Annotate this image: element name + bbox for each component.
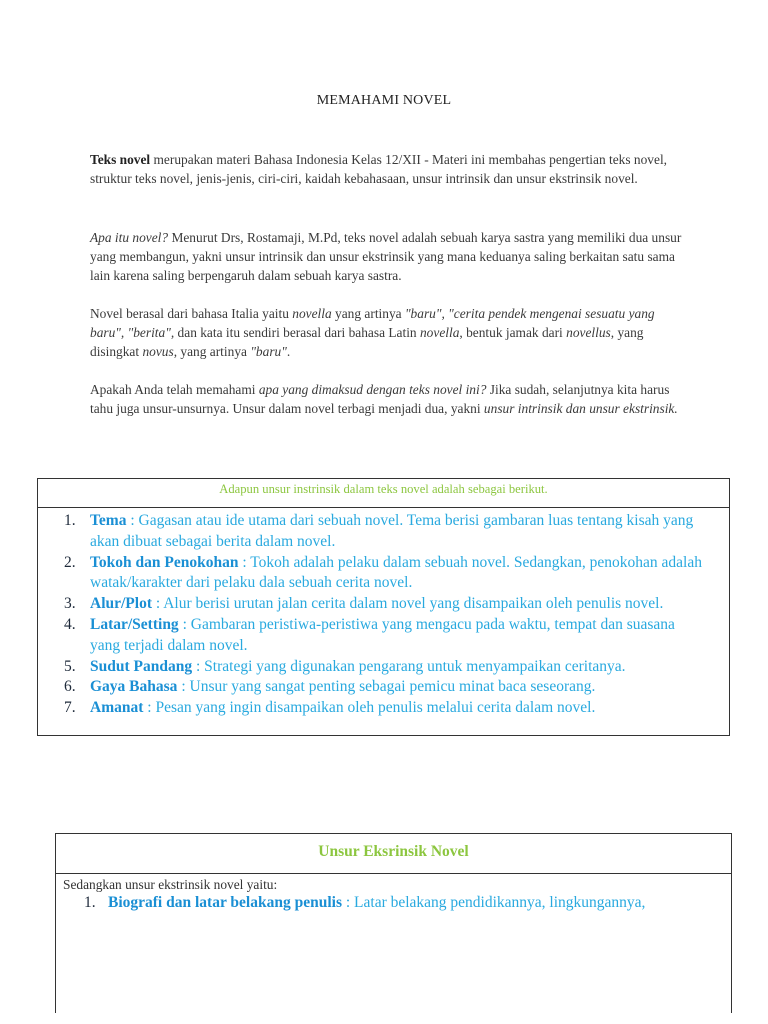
intrinsik-table <box>37 478 730 736</box>
list-item <box>64 594 705 615</box>
list-desc: : Strategi yang digunakan pengarang untuk menyampaikan ceritanya. <box>192 657 626 675</box>
etymology-italic-6: "baru" <box>250 344 287 359</box>
intro-paragraph <box>90 150 690 188</box>
list-desc: : Latar belakang pendidikannya, lingkungannya, <box>341 894 646 911</box>
list-desc: : Pesan yang ingin disampaikan oleh penulis melalui cerita dalam novel. <box>143 699 596 717</box>
list-number: 1. <box>84 894 96 911</box>
etymology-text-6: , yang artinya <box>173 344 251 359</box>
intrinsik-header: Adapun unsur instrinsik dalam teks novel adalah sebagai berikut. <box>38 479 729 508</box>
list-item <box>64 677 705 698</box>
etymology-italic-4: novellus <box>566 325 611 340</box>
intrinsik-list <box>38 508 729 719</box>
list-item <box>64 698 705 719</box>
page-title: MEMAHAMI NOVEL <box>316 93 452 108</box>
etymology-italic-3: novella <box>419 325 460 340</box>
list-term: Latar/Setting <box>90 615 179 633</box>
etymology-text-4: , bentuk jamak dari <box>459 325 567 340</box>
transition-text-2: Jika sudah, selanjutnya kita harus tahu juga unsur-unsurnya. Unsur dalam novel terbagi menjadi dua, yakni <box>90 382 670 416</box>
list-term: Biografi dan latar belakang penulis <box>108 894 342 911</box>
etymology-text-5: , yang disingkat <box>90 325 644 359</box>
list-term: Gaya Bahasa <box>90 678 178 696</box>
list-term: Sudut Pandang <box>90 657 193 675</box>
etymology-text-3: dan kata itu sendiri berasal dari bahasa Latin <box>174 325 420 340</box>
list-item <box>64 511 705 553</box>
list-item <box>84 893 731 914</box>
list-number: 2. <box>64 553 76 571</box>
list-desc: : Gambaran peristiwa-peristiwa yang mengacu pada waktu, tempat dan suasana yang terjadi dalam novel. <box>90 615 675 654</box>
list-item <box>64 615 705 657</box>
definition-text: Menurut Drs, Rostamaji, M.Pd, teks novel adalah sebuah karya sastra yang memiliki dua unsur yang membangun, yakni unsur intrinsik dan unsur ekstrinsik yang mana keduanya saling berkaitan satu sama lain karena saling berpengaruh dalam sebuah karya sastra. <box>90 230 682 283</box>
ekstrinsik-header: Unsur Eksrinsik Novel <box>56 834 731 874</box>
definition-paragraph <box>90 228 690 285</box>
list-item <box>64 553 705 595</box>
teks-novel-term: Teks novel <box>90 152 151 167</box>
list-number: 6. <box>64 678 76 696</box>
transition-text-1: Apakah Anda telah memahami <box>90 382 259 397</box>
list-number: 5. <box>64 657 76 675</box>
list-number: 3. <box>64 595 76 613</box>
ekstrinsik-table <box>55 833 732 1013</box>
list-number: 1. <box>64 512 76 529</box>
list-term: Amanat <box>90 699 144 717</box>
list-desc: : Gagasan atau ide utama dari sebuah novel. Tema berisi gambaran luas tentang kisah yang akan dibuat sebagai berita dalam novel. <box>90 512 694 550</box>
transition-italic-1: apa yang dimaksud dengan teks novel ini? <box>258 382 487 397</box>
list-number: 4. <box>64 615 76 633</box>
transition-paragraph <box>90 380 690 418</box>
list-item <box>64 657 705 678</box>
list-desc: : Alur berisi urutan jalan cerita dalam novel yang disampaikan oleh penulis novel. <box>152 595 664 613</box>
list-number: 7. <box>64 699 76 717</box>
etymology-text-7: . <box>286 344 291 359</box>
list-term: Tema <box>90 512 127 529</box>
etymology-italic-5: novus <box>142 344 174 359</box>
transition-italic-2: unsur intrinsik dan unsur ekstrinsik. <box>483 401 678 416</box>
list-term: Tokoh dan Penokohan <box>90 553 239 571</box>
list-desc: : Unsur yang sangat penting sebagai pemicu minat baca seseorang. <box>177 678 596 696</box>
ekstrinsik-intro: Sedangkan unsur ekstrinsik novel yaitu: <box>63 877 278 892</box>
etymology-paragraph <box>90 304 690 361</box>
question-text: Apa itu novel? <box>90 230 169 245</box>
ekstrinsik-list <box>56 893 731 914</box>
list-term: Alur/Plot <box>90 595 152 613</box>
etymology-text-2: yang artinya <box>331 306 405 321</box>
list-desc: : Tokoh adalah pelaku dalam sebuah novel. Sedangkan, penokohan adalah watak/karakter dari pelaku dala sebuah cerita novel. <box>90 553 702 592</box>
etymology-text-1: Novel berasal dari bahasa Italia yaitu <box>90 306 293 321</box>
etymology-italic-1: novella <box>292 306 332 321</box>
intro-text: merupakan materi Bahasa Indonesia Kelas 12/XII - Materi ini membahas pengertian teks novel, struktur teks novel, jenis-jenis, ciri-ciri, kaidah kebahasaan, unsur intrinsik dan unsur ekstrinsik novel. <box>90 152 668 186</box>
etymology-italic-2: "baru", "cerita pendek mengenai sesuatu yang baru", "berita", <box>90 306 655 340</box>
